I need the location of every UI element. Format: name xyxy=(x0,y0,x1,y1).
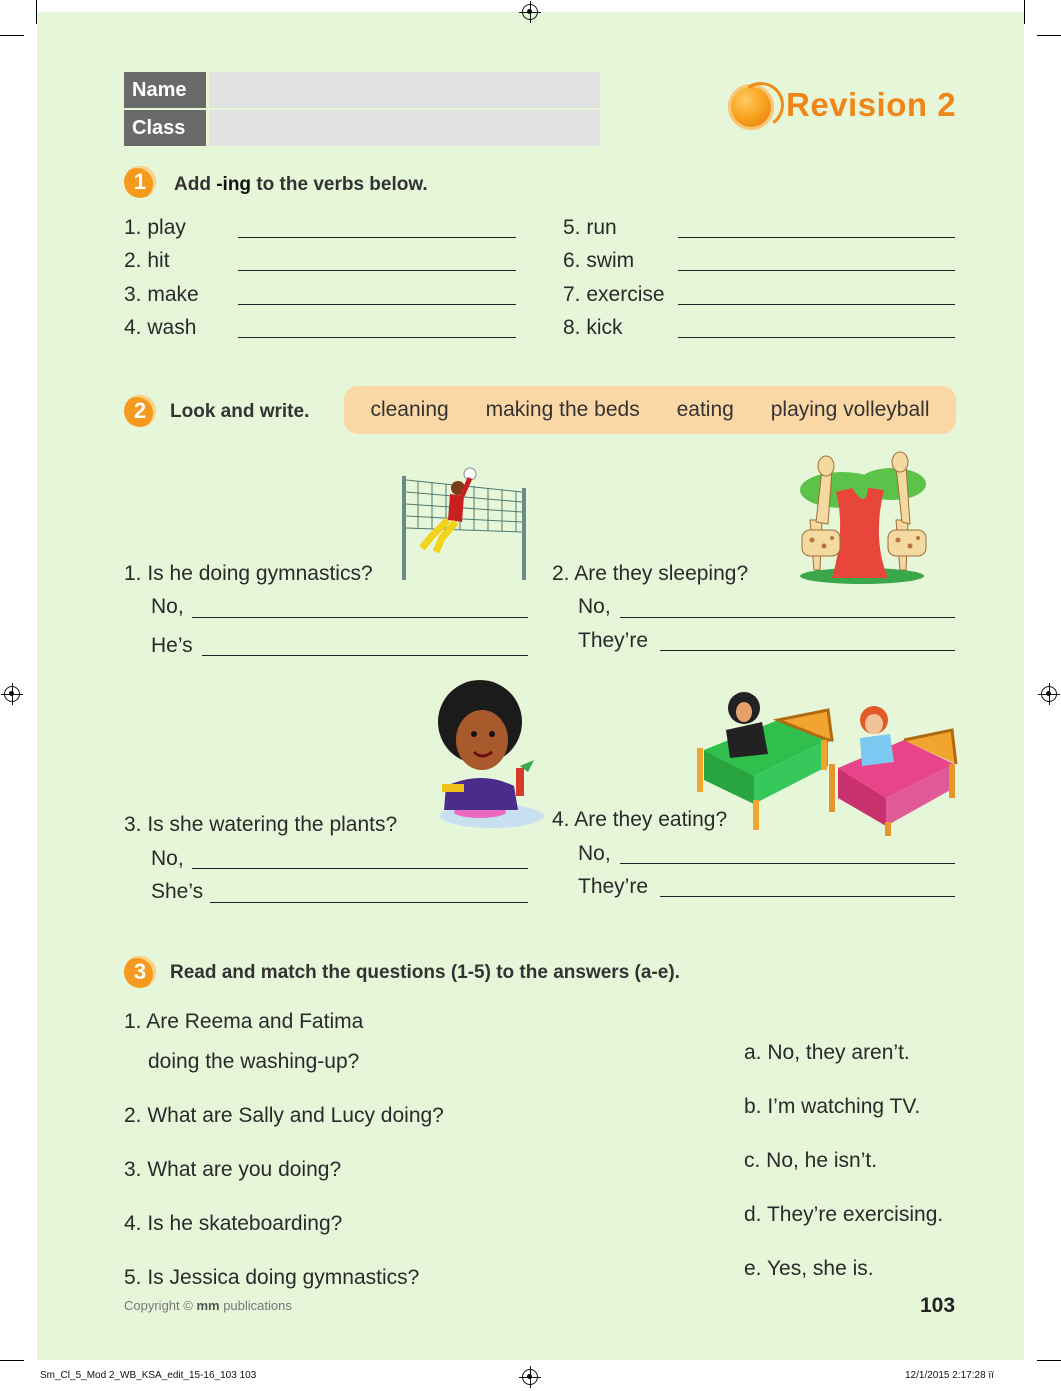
section-1-instruction: Add -ing to the verbs below. xyxy=(174,174,428,195)
verb-item: 3. make xyxy=(124,283,199,306)
print-timestamp: 12/1/2015 2:17:28 ïï xyxy=(905,1370,994,1381)
answer-line[interactable] xyxy=(678,237,955,238)
match-answer: a. No, they aren’t. xyxy=(744,1041,910,1064)
registration-mark-icon xyxy=(1041,686,1057,702)
answer-line[interactable] xyxy=(238,337,516,338)
name-class-box xyxy=(124,72,600,148)
word-bank-item: playing volleyball xyxy=(770,398,930,421)
class-label: Class xyxy=(124,110,206,146)
file-slug: Sm_Cl_5_Mod 2_WB_KSA_edit_15-16_103 103 xyxy=(40,1370,257,1381)
section-2-instruction: Look and write. xyxy=(170,401,310,422)
section-3-badge: 3 xyxy=(124,956,156,988)
match-question: 2. What are Sally and Lucy doing? xyxy=(124,1104,444,1127)
answer-line[interactable] xyxy=(202,655,528,656)
answer-line[interactable] xyxy=(678,304,955,305)
girls-making-beds-illustration xyxy=(696,680,962,840)
crop-mark xyxy=(1037,35,1061,36)
word-bank-item: making the beds xyxy=(485,398,640,421)
answer-prefix: No, xyxy=(578,842,611,865)
question-2: 2. Are they sleeping? xyxy=(552,562,749,585)
crop-mark xyxy=(1037,1360,1061,1361)
word-bank-item: eating xyxy=(676,398,734,421)
match-answer: c. No, he isn’t. xyxy=(744,1149,878,1172)
question-4: 4. Are they eating? xyxy=(552,808,728,831)
giraffes-tree-illustration xyxy=(792,440,932,586)
copyright-notice: Copyright © mm publications xyxy=(124,1298,292,1313)
match-question-continued: doing the washing-up? xyxy=(148,1050,360,1073)
crop-mark xyxy=(0,35,24,36)
section-1-badge: 1 xyxy=(124,166,156,198)
verb-item: 1. play xyxy=(124,216,186,239)
name-label: Name xyxy=(124,72,206,108)
verb-item: 2. hit xyxy=(124,249,170,272)
answer-line[interactable] xyxy=(620,617,955,618)
section-3-instruction: Read and match the questions (1-5) to the answers (a-e). xyxy=(170,962,680,983)
verb-item: 7. exercise xyxy=(563,283,665,306)
answer-line[interactable] xyxy=(238,304,516,305)
verb-item: 6. swim xyxy=(563,249,635,272)
question-1: 1. Is he doing gymnastics? xyxy=(124,562,373,585)
registration-mark-icon xyxy=(522,4,538,20)
page-title: Revision 2 xyxy=(786,86,957,123)
match-question: 5. Is Jessica doing gymnastics? xyxy=(124,1266,420,1289)
match-question: 1. Are Reema and Fatima xyxy=(124,1010,364,1033)
match-question: 3. What are you doing? xyxy=(124,1158,342,1181)
answer-prefix: They’re xyxy=(578,875,649,898)
answer-prefix: He’s xyxy=(151,634,193,657)
question-3: 3. Is she watering the plants? xyxy=(124,813,398,836)
match-answer: e. Yes, she is. xyxy=(744,1257,874,1280)
match-answer: b. I’m watching TV. xyxy=(744,1095,921,1118)
answer-line[interactable] xyxy=(238,237,516,238)
answer-line[interactable] xyxy=(678,270,955,271)
volleyball-player-illustration xyxy=(392,466,534,584)
answer-line[interactable] xyxy=(660,896,955,897)
answer-prefix: No, xyxy=(578,595,611,618)
word-bank xyxy=(344,386,956,434)
answer-prefix: They’re xyxy=(578,629,649,652)
word-bank-item: cleaning xyxy=(370,398,449,421)
answer-line[interactable] xyxy=(192,617,528,618)
registration-mark-icon xyxy=(4,686,20,702)
girl-cleaning-illustration xyxy=(418,676,546,834)
verb-item: 8. kick xyxy=(563,316,623,339)
name-field[interactable] xyxy=(209,72,600,108)
answer-prefix: No, xyxy=(151,595,184,618)
page-number: 103 xyxy=(920,1294,956,1317)
revision-circle-icon xyxy=(728,84,774,130)
crop-mark xyxy=(1024,0,1025,24)
answer-prefix: She’s xyxy=(151,880,204,903)
answer-line[interactable] xyxy=(192,868,528,869)
crop-mark xyxy=(0,1360,24,1361)
answer-line[interactable] xyxy=(238,270,516,271)
answer-prefix: No, xyxy=(151,847,184,870)
class-field[interactable] xyxy=(209,110,600,146)
verb-item: 5. run xyxy=(563,216,617,239)
answer-line[interactable] xyxy=(210,902,528,903)
registration-mark-icon xyxy=(522,1369,538,1385)
match-question: 4. Is he skateboarding? xyxy=(124,1212,343,1235)
answer-line[interactable] xyxy=(660,650,955,651)
verb-item: 4. wash xyxy=(124,316,197,339)
answer-line[interactable] xyxy=(678,337,955,338)
section-2-badge: 2 xyxy=(124,395,156,427)
match-answer: d. They’re exercising. xyxy=(744,1203,944,1226)
answer-line[interactable] xyxy=(620,863,955,864)
